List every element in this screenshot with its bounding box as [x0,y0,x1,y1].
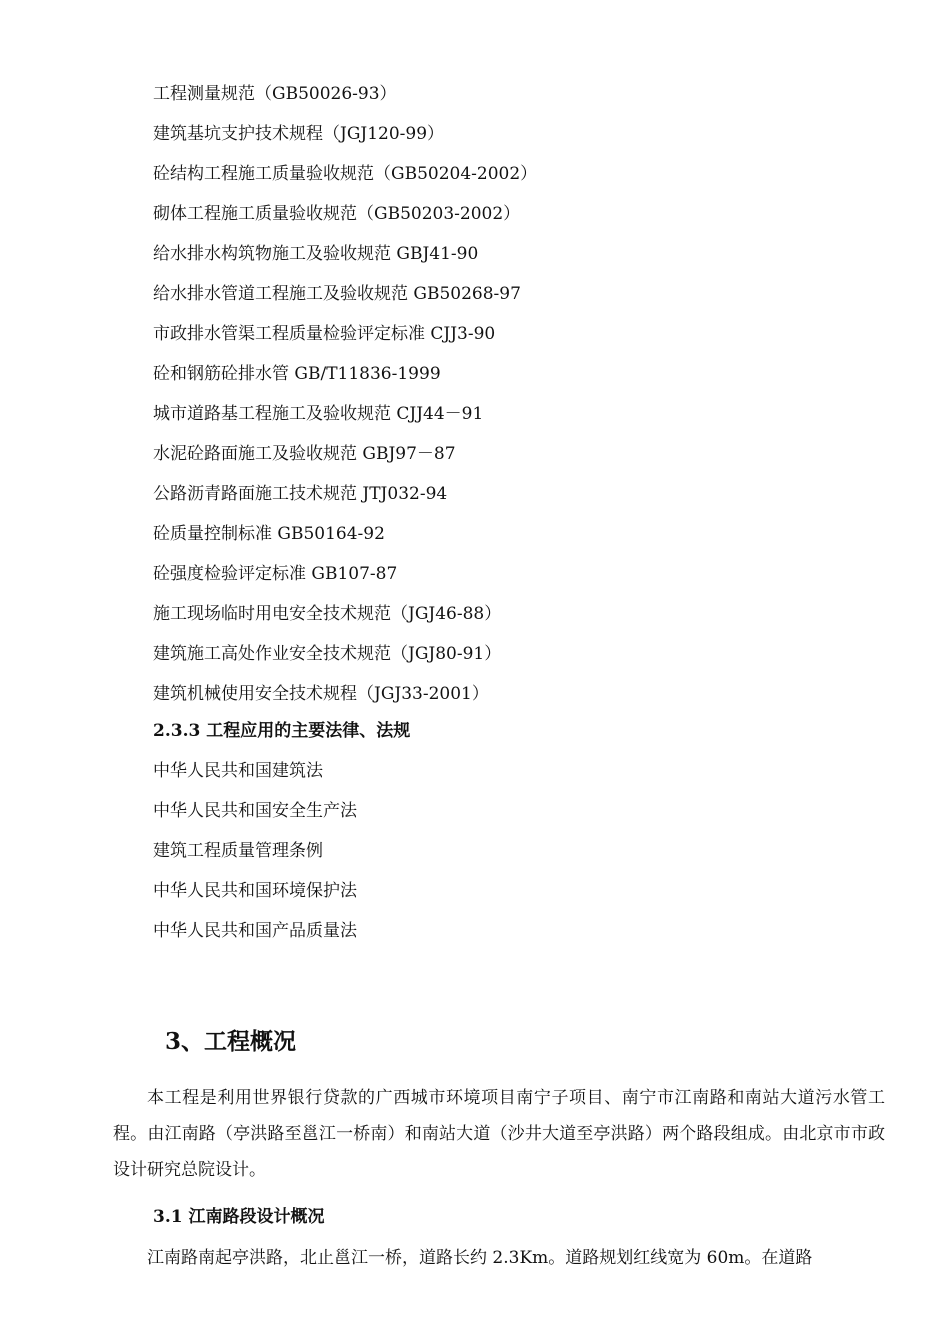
list-item: 中华人民共和国安全生产法 [153,801,357,821]
subsection-heading: 3.1 江南路段设计概况 [153,1207,325,1227]
list-item: 砌体工程施工质量验收规范（GB50203-2002） [153,204,521,224]
list-item: 给水排水管道工程施工及验收规范 GB50268-97 [153,284,521,304]
list-item: 施工现场临时用电安全技术规范（JGJ46-88） [153,604,502,624]
list-item: 砼和钢筋砼排水管 GB/T11836-1999 [153,364,441,384]
section-title: 3、工程概况 [165,1028,297,1055]
laws-list [153,757,357,957]
list-item: 中华人民共和国建筑法 [153,761,323,781]
list-item: 水泥砼路面施工及验收规范 GBJ97－87 [153,444,456,464]
laws-heading: 2.3.3 工程应用的主要法律、法规 [153,721,411,741]
list-item: 工程测量规范（GB50026-93） [153,84,397,104]
list-item: 建筑工程质量管理条例 [153,841,323,861]
overview-paragraph: 本工程是利用世界银行贷款的广西城市环境项目南宁子项目、南宁市江南路和南站大道污水管工程。由江南路（亭洪路至邕江一桥南）和南站大道（沙井大道至亭洪路）两个路段组成。由北京市市政设计研究总院设计。 [113,1088,885,1180]
list-item: 城市道路基工程施工及验收规范 CJJ44－91 [153,404,484,424]
list-item: 中华人民共和国环境保护法 [153,881,357,901]
list-item: 建筑基坑支护技术规程（JGJ120-99） [153,124,445,144]
list-item: 砼结构工程施工质量验收规范（GB50204-2002） [153,164,538,184]
list-item: 市政排水管渠工程质量检验评定标准 CJJ3-90 [153,324,496,344]
list-item: 给水排水构筑物施工及验收规范 GBJ41-90 [153,244,479,264]
list-item: 建筑机械使用安全技术规程（JGJ33-2001） [153,684,489,704]
list-item: 砼质量控制标准 GB50164-92 [153,524,385,544]
list-item: 公路沥青路面施工技术规范 JTJ032-94 [153,484,448,504]
list-item: 砼强度检验评定标准 GB107-87 [153,564,398,584]
list-item: 中华人民共和国产品质量法 [153,921,357,941]
subsection-paragraph: 江南路南起亭洪路，北止邕江一桥，道路长约 2.3Km。道路规划红线宽为 60m。在道路 [147,1248,813,1268]
standards-list [153,80,537,720]
list-item: 建筑施工高处作业安全技术规范（JGJ80-91） [153,644,502,664]
